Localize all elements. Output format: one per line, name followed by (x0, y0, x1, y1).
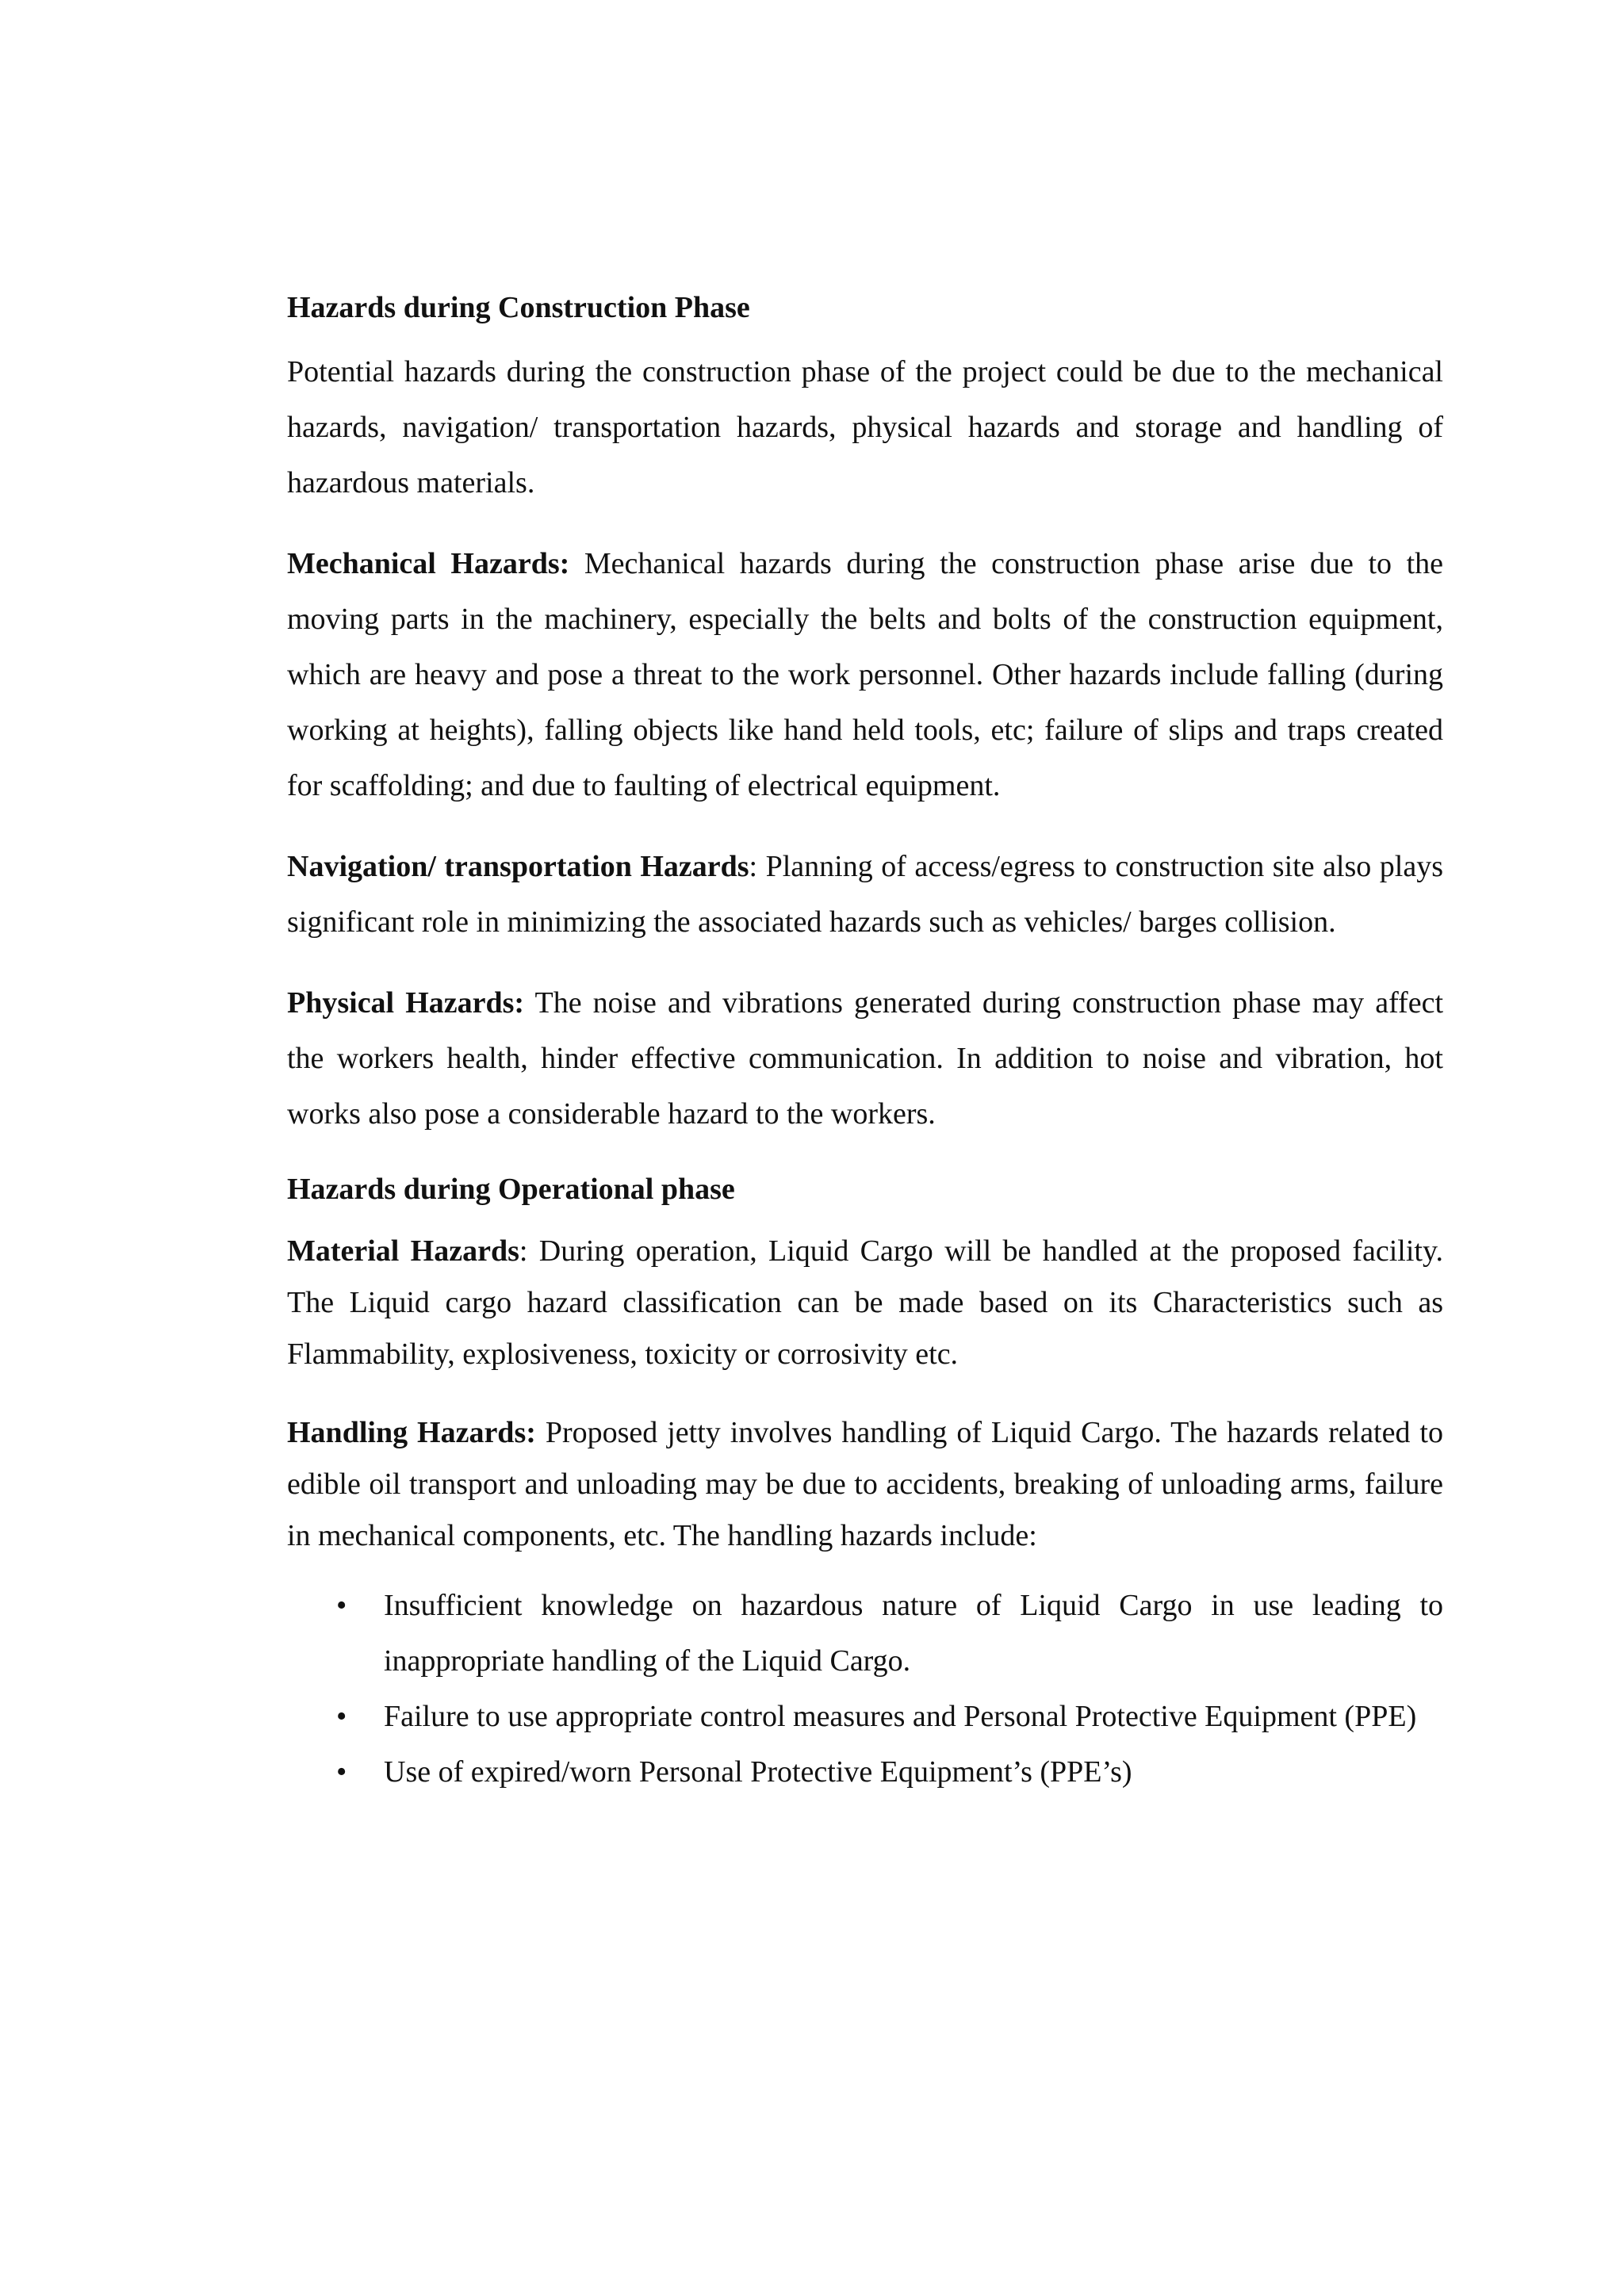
list-item-text: Failure to use appropriate control measures and Personal Protective Equipment (PPE) (384, 1700, 1417, 1733)
mechanical-hazards-label: Mechanical Hazards: (287, 547, 570, 580)
navigation-hazards-text: : Planning of access/egress to construction site also plays significant role in minimizing the associated hazards such as vehicles/ barges collision. (287, 850, 1443, 939)
mechanical-hazards-text: Mechanical hazards during the construction phase arise due to the moving parts in the machinery, especially the belts and bolts of the construction equipment, which are heavy and pose a threat to the work personnel. Other hazards include falling (during working at heights), falling objects like hand held tools, etc; failure of slips and traps created for scaffolding; and due to faulting of electrical equipment. (287, 547, 1444, 802)
navigation-hazards-paragraph (287, 839, 1443, 950)
physical-hazards-paragraph (287, 975, 1443, 1142)
material-hazards-label: Material Hazards (287, 1234, 519, 1268)
operational-phase-heading: Hazards during Operational phase (287, 1173, 735, 1206)
handling-hazards-text: Proposed jetty involves handling of Liquid Cargo. The hazards related to edible oil transport and unloading may be due to accidents, breaking of unloading arms, failure in mechanical components, etc. The handling hazards include: (287, 1416, 1443, 1552)
construction-phase-heading: Hazards during Construction Phase (287, 291, 750, 324)
handling-hazards-paragraph (287, 1407, 1443, 1562)
list-item-text: Insufficient knowledge on hazardous nature of Liquid Cargo in use leading to inappropriate handling of the Liquid Cargo. (384, 1589, 1443, 1678)
material-hazards-text: : During operation, Liquid Cargo will be handled at the proposed facility. The Liquid cargo hazard classification can be made based on its Characteristics such as Flammability, explosiveness, toxicity or corrosivity etc. (287, 1234, 1443, 1371)
bullet-icon: • (336, 1700, 347, 1733)
bullet-icon: • (336, 1589, 347, 1622)
physical-hazards-label: Physical Hazards: (287, 986, 525, 1020)
handling-hazards-label: Handling Hazards: (287, 1416, 536, 1449)
construction-intro-paragraph: Potential hazards during the construction phase of the project could be due to the mechanical hazards, navigation/ transportation hazards, physical hazards and storage and handling of hazardous materials. (287, 355, 1443, 499)
bullet-icon: • (336, 1755, 347, 1789)
document-page (287, 287, 1443, 1800)
handling-hazards-list (287, 1578, 1443, 1800)
mechanical-hazards-paragraph (287, 536, 1443, 813)
material-hazards-paragraph (287, 1226, 1443, 1380)
physical-hazards-text: The noise and vibrations generated during construction phase may affect the workers health, hinder effective communication. In addition to noise and vibration, hot works also pose a considerable hazard to the workers. (287, 986, 1443, 1131)
list-item (287, 1689, 1443, 1744)
list-item (287, 1578, 1443, 1689)
list-item (287, 1744, 1443, 1800)
navigation-hazards-label: Navigation/ transportation Hazards (287, 850, 749, 883)
list-item-text: Use of expired/worn Personal Protective Equipment’s (PPE’s) (384, 1755, 1132, 1789)
